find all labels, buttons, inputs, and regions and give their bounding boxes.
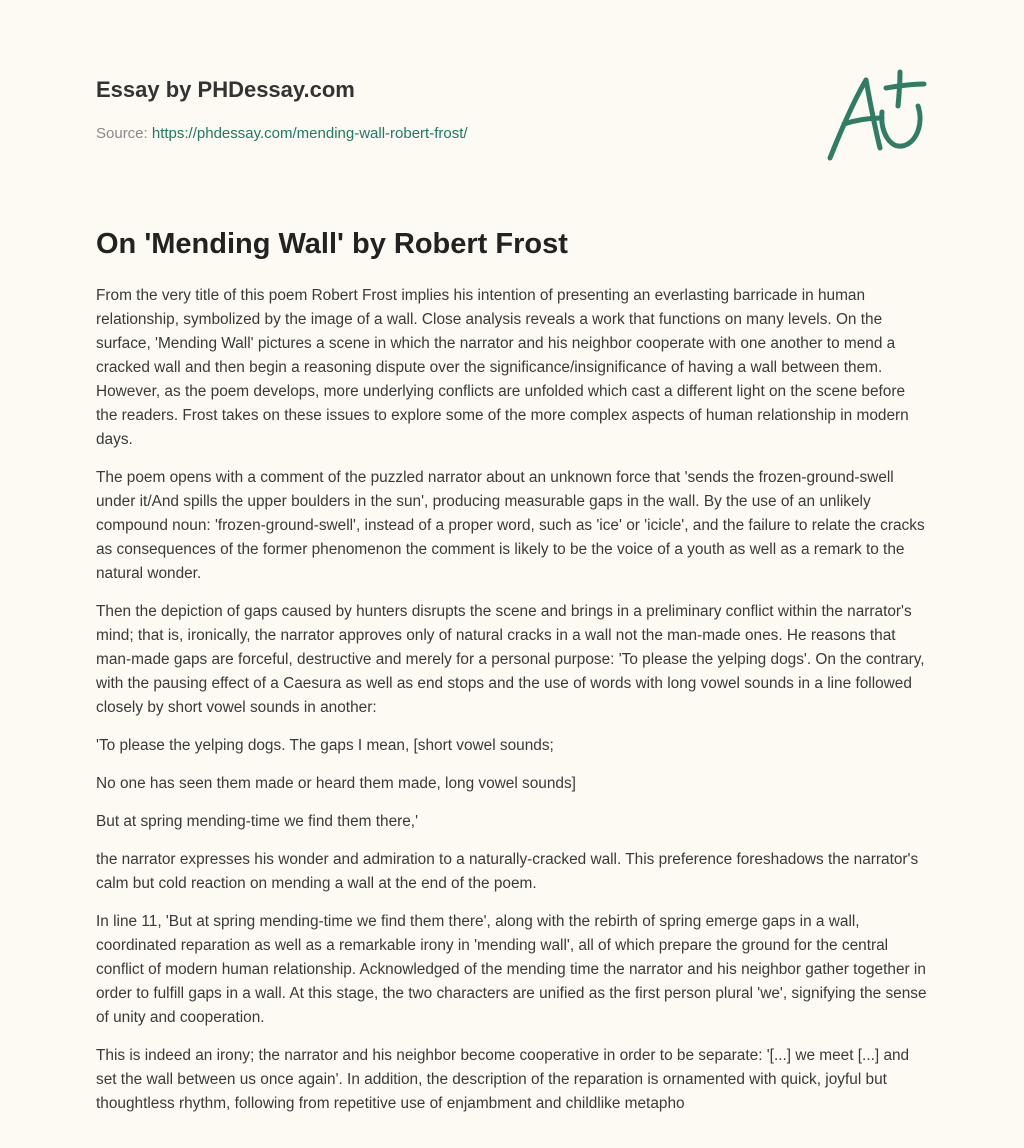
source-line — [96, 124, 468, 144]
essay-title: On 'Mending Wall' by Robert Frost — [96, 228, 568, 260]
essay-paragraph: In line 11, 'But at spring mending-time we find them there', along with the rebirth of spring emerge gaps in a wall, coordinated reparation as well as a remarkable irony in 'mending wall', all of which prepare the ground for the central conflict of modern human relationship. Acknowledged of the mending time the narrator and his neighbor gather together in order to fulfill gaps in a wall. At this stage, the two characters are unified as the first person plural 'we', signifying the sense of unity and cooperation. — [96, 913, 927, 1026]
poem-quote-line: But at spring mending-time we find them there,' — [96, 813, 419, 830]
a-plus-logo-icon — [820, 66, 930, 166]
page-header — [96, 76, 928, 142]
essay-body — [96, 284, 928, 1130]
source-link[interactable]: https://phdessay.com/mending-wall-robert-frost/ — [151, 125, 468, 142]
site-title: Essay by PHDessay.com — [96, 77, 355, 102]
essay-paragraph: This is indeed an irony; the narrator and his neighbor become cooperative in order to be separate: '[...] we meet [...] and set the wall between us once again'. In addition, the description of the reparation is ornamented with quick, joyful but thoughtless rhythm, following from repetitive use of enjambment and childlike metapho — [96, 1047, 910, 1112]
essay-paragraph: From the very title of this poem Robert Frost implies his intention of presenting an everlasting barricade in human relationship, symbolized by the image of a wall. Close analysis reveals a work that functions on many levels. On the surface, 'Mending Wall' pictures a scene in which the narrator and his neighbor cooperate with one another to mend a cracked wall and then begin a reasoning dispute over the significance/insignificance of having a wall between them. However, as the poem develops, more underlying conflicts are unfolded which cast a different light on the scene before the readers. Frost takes on these issues to explore some of the more complex aspects of human relationship in modern days. — [96, 287, 909, 448]
essay-paragraph: the narrator expresses his wonder and admiration to a naturally-cracked wall. This preference foreshadows the narrator's calm but cold reaction on mending a wall at the end of the poem. — [96, 851, 919, 892]
poem-quote-line: No one has seen them made or heard them made, long vowel sounds] — [96, 775, 576, 792]
essay-paragraph: The poem opens with a comment of the puzzled narrator about an unknown force that 'sends the frozen-ground-swell under it/And spills the upper boulders in the sun', producing measurable gaps in the wall. By the use of an unlikely compound noun: 'frozen-ground-swell', instead of a proper word, such as 'ice' or 'icicle', and the failure to relate the cracks as consequences of the former phenomenon the comment is likely to be the voice of a youth as well as a remark to the natural wonder. — [96, 469, 925, 582]
source-label: Source: — [96, 125, 152, 142]
poem-quote-line: 'To please the yelping dogs. The gaps I mean, [short vowel sounds; — [96, 737, 554, 754]
essay-paragraph: Then the depiction of gaps caused by hunters disrupts the scene and brings in a preliminary conflict within the narrator's mind; that is, ironically, the narrator approves only of natural cracks in a wall not the man-made ones. He reasons that man-made gaps are forceful, destructive and merely for a personal purpose: 'To please the yelping dogs'. On the contrary, with the pausing effect of a Caesura as well as end stops and the use of words with long vowel sounds in a line followed closely by short vowel sounds in another: — [96, 603, 925, 716]
